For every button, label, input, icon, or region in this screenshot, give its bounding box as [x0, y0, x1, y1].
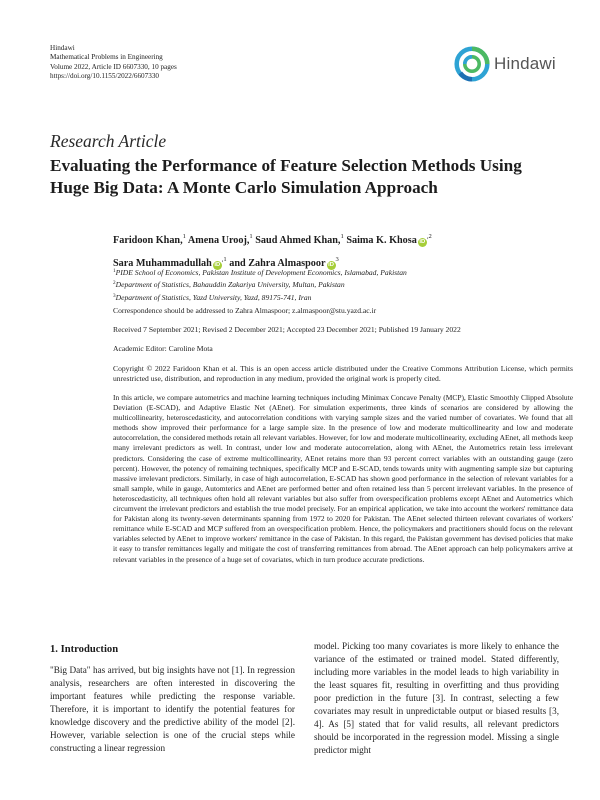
- hindawi-logo-icon: [454, 46, 490, 82]
- article-type: Research Article: [50, 131, 167, 151]
- affiliation-num: 1: [113, 268, 116, 274]
- affiliation-text: Department of Statistics, Bahauddin Zakariya University, Multan, Pakistan: [115, 280, 345, 290]
- affiliation-item: [113, 266, 573, 278]
- author-affil-sup: 3: [335, 256, 339, 263]
- author-name[interactable]: Saud Ahmed Khan,: [255, 235, 341, 246]
- intro-column-left: "Big Data" has arrived, but big insights have not [1]. In regression analysis, researchers are often interested in discovering the important features while predicting the response variable. Therefore, it is important to identify the potential features for knowledge discovery and the predictive ability of the model [2]. However, variable selection is one of the crucial steps while constructing a linear regression: [50, 665, 295, 753]
- correspondence: Correspondence should be addressed to Zahra Almaspoor; z.almaspoor@stu.yazd.ac.ir: [113, 306, 377, 315]
- affiliation-text: Department of Statistics, Yazd University, Yazd, 89175-741, Iran: [115, 292, 312, 302]
- title-line: Evaluating the Performance of Feature Selection Methods Using: [50, 156, 522, 175]
- author-name[interactable]: and Zahra Almaspoor: [229, 258, 326, 269]
- hindawi-logo-text: Hindawi: [494, 54, 556, 73]
- publisher-name: Hindawi: [50, 44, 75, 52]
- author-name[interactable]: Amena Urooj,: [187, 235, 250, 246]
- author-line: [113, 227, 573, 250]
- section-heading-introduction: 1. Introduction: [50, 644, 119, 655]
- affiliations: [113, 266, 573, 303]
- intro-column-right: model. Picking too many covariates is more likely to enhance the variance of the estimated or trained model. Stated differently, including more variables in the model leads to high variability in the least squares fit, resulting in overfitting and thus providing poor prediction in the future [3]. In contrast, selecting a few covariates may result in unpredictable output or biased results [3, 4]. As [5] stated that for valid results, all relevant predictors should be incorporated in the regression model. Missing a single predictor might: [314, 641, 559, 755]
- author-name[interactable]: Sara Muhammadullah: [113, 258, 212, 269]
- affiliation-num: 2: [113, 280, 116, 287]
- title-line: Huge Big Data: A Monte Carlo Simulation Approach: [50, 178, 438, 197]
- author-affil-sup: 1: [340, 233, 344, 240]
- publication-dates: Received 7 September 2021; Revised 2 December 2021; Accepted 23 December 2021; Published 19 January 2022: [113, 325, 461, 334]
- abstract: In this article, we compare autometrics and machine learning techniques including Minimax Concave Penalty (MCP), Elastic Smoothly Clipped Absolute Deviation (E-SCAD), and Adaptive Elastic Net (AEnet). For simulation experiments, three kinds of scenarios are considered by allowing the multicollinearity, heteroscedasticity, and autocorrelation conditions with varying sample sizes and the varied number of covariates. We found that all methods show improved their performance for a large sample size. In the presence of low and moderate multicollinearity and low and moderate autocorrelation, the considered methods retain all relevant variables. However, for low and moderate multicollinearity, excluding AEnet, all methods keep many irrelevant predictors as well. In contrast, under low and moderate autocorrelation, along with AEnet, the Autometrics retain less irrelevant predictors. Considering the case of extreme multicollinearity, AEnet retains more than 93 percent correct variables with an outstanding gauge (zero percent). However, the potency of remaining techniques, specifically MCP and E-SCAD, tends towards unity with augmenting sample size but capturing massive irrelevant predictors. Similarly, in case of high autocorrelation, E-SCAD has shown good performance in the selection of relevant variables for a small sample, while in gauge, Automterics and AEnet are performed better and often retained less than 5 percent irrelevant variables. In the presence of heteroscedasticity, all techniques often hold all relevant variables but also suffer from overspecification problems except AEnet and Autometrics which circumvent the irrelevant predictors and establish the true model precisely. For an empirical application, we take into account the workers' remittance data for Pakistan along its twenty-seven determinants spanning from 1972 to 2020 for Pakistan. The AEnet selected thirteen relevant covariates of workers' remittance while E-SCAD and MCP suffered from an overspecification problem. Hence, the policymakers and practitioners should focus on the relevant variables selected by AEnet to improve workers' remittance in the case of Pakistan. In this regard, the Pakistan government has devised policies that make it easy to transfer remittances legally and mitigate the cost of transferring remittances from abroad. The AEnet approach can help policymakers arrive at relevant variables in the presence of a huge set of covariates, which in turn produce accurate predictions.: [113, 393, 573, 564]
- orcid-icon[interactable]: iD: [328, 262, 334, 268]
- copyright-notice: Copyright © 2022 Faridoon Khan et al. This is an open access article distributed under the Creative Commons Attribution License, which permits unrestricted use, distribution, and reproduction in any medium, provided the original work is properly cited.: [113, 364, 573, 384]
- author-affil-sup: ,2: [426, 233, 432, 240]
- journal-meta: [50, 44, 380, 82]
- author-affil-sup: 1: [182, 233, 186, 240]
- academic-editor: Academic Editor: Caroline Mota: [113, 344, 213, 353]
- affiliation-num: 3: [113, 292, 116, 299]
- author-affil-sup: ,1: [221, 256, 227, 263]
- author-affil-sup: 1: [249, 233, 253, 240]
- affiliation-item: [113, 278, 573, 290]
- volume-info: Volume 2022, Article ID 6607330, 10 pages: [50, 62, 177, 71]
- journal-name: Mathematical Problems in Engineering: [50, 53, 163, 62]
- orcid-icon[interactable]: iD: [419, 239, 426, 245]
- hindawi-logo: [454, 44, 564, 84]
- affiliation-item: [113, 291, 573, 303]
- author-name[interactable]: Saima K. Khosa: [346, 235, 417, 246]
- orcid-icon[interactable]: iD: [214, 262, 221, 268]
- doi-link[interactable]: https://doi.org/10.1155/2022/6607330: [50, 72, 160, 81]
- paper-title: [50, 155, 570, 199]
- affiliation-text: PIDE School of Economics, Pakistan Institute of Development Economics, Islamabad, Pakistan: [115, 268, 407, 277]
- author-name[interactable]: Faridoon Khan,: [113, 235, 183, 246]
